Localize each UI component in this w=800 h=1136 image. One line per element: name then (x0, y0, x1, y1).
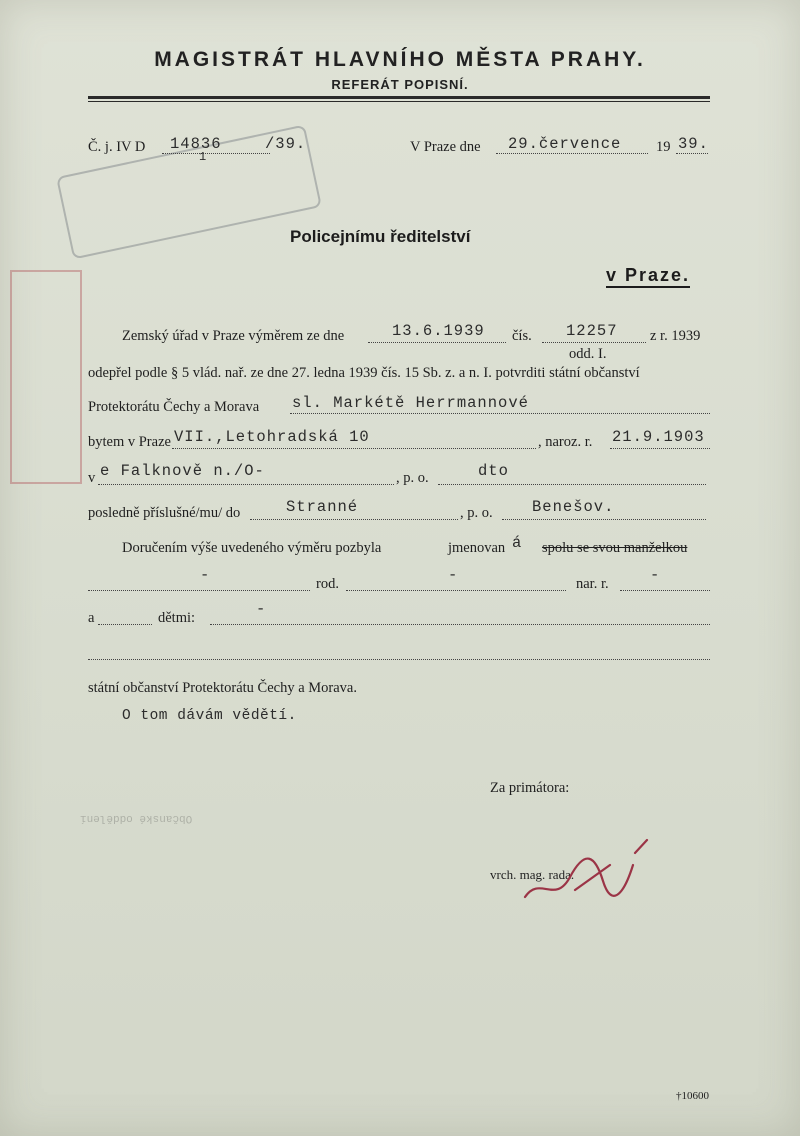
delivery-text: Doručením výše uvedeného výměru pozbyla (122, 540, 382, 556)
spouse-born-dash: - (650, 566, 661, 584)
handwritten-signature (515, 835, 655, 910)
last-district: Benešov. (532, 498, 615, 516)
header-rule-thin (88, 101, 710, 102)
birthplace-district: dto (478, 462, 509, 480)
decision-number: 12257 (566, 322, 618, 340)
children-field-continued (88, 643, 710, 660)
faded-red-stamp (10, 270, 82, 484)
last-district-label: , p. o. (460, 505, 493, 521)
header-rule-thick (88, 96, 710, 99)
signatory-rank: vrch. mag. rada. (490, 867, 575, 882)
maiden-name-dash: - (448, 566, 459, 584)
year-typed: 39. (678, 135, 709, 153)
children-dash: - (256, 600, 267, 618)
children-count-field (98, 608, 152, 625)
addressee-title: Policejnímu ředitelství (290, 227, 471, 246)
spouse-name-dash: - (200, 566, 211, 584)
reference-year: /39. (265, 135, 307, 153)
decision-number-label: čís. (512, 328, 532, 344)
children-label: dětmi: (158, 610, 196, 626)
birthplace: e Falknově n./O- (100, 462, 265, 480)
year-printed: 19 (656, 139, 671, 155)
faint-margin-stamp: Občanské oddělení (80, 812, 193, 824)
maiden-name-label: rod. (316, 576, 339, 592)
for-mayor-label: Za primátora: (490, 780, 570, 796)
department-header: REFERÁT POPISNÍ. (331, 77, 469, 92)
delivery-named: jmenovan (448, 540, 506, 556)
residence-label: bytem v Praze (88, 434, 171, 450)
born-value: 21.9.1903 (612, 428, 705, 446)
children-and-label: a (88, 610, 95, 626)
spouse-born-field (620, 574, 710, 591)
delivery-struck-spouse: spolu se svou manželkou (542, 540, 688, 556)
born-label: , naroz. r. (538, 434, 593, 450)
decision-date: 13.6.1939 (392, 322, 485, 340)
last-domicile-label: posledně příslušné/mu/ do (88, 505, 241, 521)
children-field (210, 608, 710, 625)
birthplace-district-label: , p. o. (396, 470, 429, 486)
reference-prefix: Č. j. IV D (88, 139, 146, 155)
residence-value: VII.,Letohradská 10 (174, 428, 370, 446)
last-domicile: Stranné (286, 498, 359, 516)
spouse-born-label: nar. r. (576, 576, 609, 592)
citizenship-line: státní občanství Protektorátu Čechy a Morava. (88, 680, 357, 696)
person-name: sl. Markétě Herrmannové (292, 394, 529, 412)
date-typed: 29.července (508, 135, 622, 153)
decision-year: z r. 1939 (650, 328, 701, 344)
reference-number: 14836 (170, 135, 222, 153)
place-date-label: V Praze dne (410, 139, 481, 155)
notice-line: O tom dávám vědětí. (122, 708, 297, 724)
birthplace-prefix: v (88, 470, 96, 486)
legal-basis-text: odepřel podle § 5 vlád. nař. ze dne 27. ledna 1939 čís. 15 Sb. z. a n. I. potvrditi státní občanství (88, 365, 640, 381)
protectorate-text: Protektorátu Čechy a Morava (88, 399, 260, 415)
decision-department: odd. I. (569, 346, 607, 362)
decision-intro: Zemský úřad v Praze výměrem ze dne (122, 328, 345, 344)
form-number: †10600 (676, 1090, 709, 1102)
reference-sub-number: 1 (199, 150, 208, 164)
delivery-named-ending: á (512, 534, 523, 552)
spouse-name-field (88, 574, 310, 591)
authority-header: MAGISTRÁT HLAVNÍHO MĚSTA PRAHY. (154, 48, 646, 71)
addressee-city: v Praze. (606, 265, 690, 288)
